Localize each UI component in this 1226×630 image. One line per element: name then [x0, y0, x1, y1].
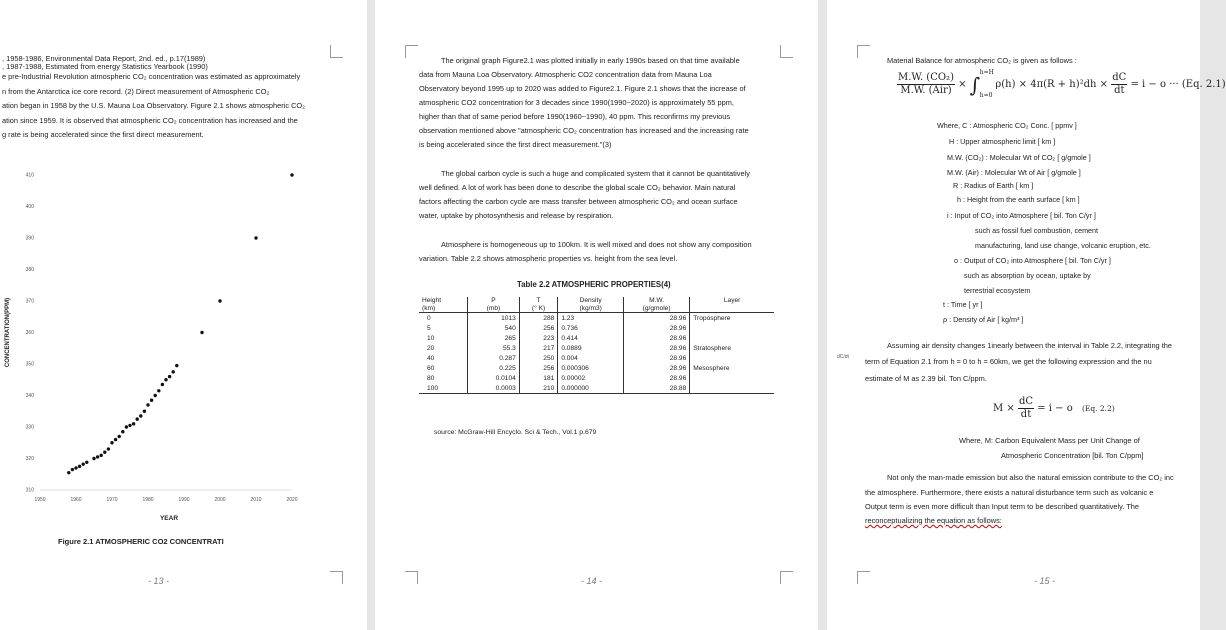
body-line: term of Equation 2.1 from h = 0 to h = 60km, we get the following expression and the nu: [865, 357, 1152, 366]
table-cell: 540: [468, 323, 520, 333]
body-line: the atmosphere. Furthermore, there exists a natural disturbance term such as volcanic e: [865, 488, 1154, 497]
page-number: - 13 -: [148, 576, 170, 586]
data-point: [71, 468, 74, 471]
corner-mark: [780, 45, 793, 58]
data-point: [146, 403, 149, 406]
body-line: e pre-Industrial Revolution atmospheric CO₂ concentration was estimated as approximately: [2, 72, 301, 81]
page-number: - 15 -: [1034, 576, 1056, 586]
table-cell: 28.96: [623, 343, 689, 353]
body-line: higher than that of same period before 1990(1960~1990), 40 ppm. This reconfirms my previous: [419, 112, 731, 121]
corner-mark: [405, 45, 418, 58]
definition: i : Input of CO₂ into Atmosphere [ bil. Ton C/yr ]: [947, 211, 1096, 220]
table-cell: 0.000306: [558, 363, 624, 373]
y-tick-label: 390: [25, 235, 34, 242]
x-tick-label: 1990: [178, 497, 190, 503]
body-line: Assuming air density changes 1inearly between the interval in Table 2.2, integrating the: [887, 341, 1172, 350]
table-cell: 100: [419, 383, 468, 394]
integral-upper: h=H: [979, 68, 994, 76]
data-point: [154, 394, 157, 397]
data-point: [175, 364, 178, 367]
body-line: observation mentioned above "atmospheric CO₂ concentration has increased and the increasing rate: [419, 126, 749, 135]
y-tick-label: 400: [25, 204, 34, 210]
page-13: [0, 0, 367, 630]
table-cell: 28.96: [623, 333, 689, 343]
table-row: [419, 323, 774, 333]
x-tick-label: 1950: [34, 497, 46, 503]
data-point: [161, 383, 164, 386]
table-cell: 80: [419, 373, 468, 383]
table-title: Table 2.2 ATMOSPHERIC PROPERTIES(4): [517, 280, 671, 289]
col-header-label: T (° K): [531, 297, 546, 312]
table-source: source: McGraw-Hill Encyclo. Sci & Tech., Vol.1 p.679: [434, 429, 597, 436]
table-cell: 256: [519, 323, 558, 333]
body-line: ation since 1959. It is observed that atmospheric CO₂ concentration has increased and the: [2, 116, 298, 125]
table-cell: 256: [519, 363, 558, 373]
definition: H : Upper atmospheric limit [ km ]: [949, 137, 1056, 146]
table-cell: 210: [519, 383, 558, 394]
table-cell: 0.00002: [558, 373, 624, 383]
table-cell: Stratosphere: [693, 344, 732, 352]
data-point: [110, 441, 113, 444]
table-body: [419, 313, 774, 394]
body-line: Atmosphere is homogeneous up to 100km. It is well mixed and does not show any composition: [441, 240, 752, 249]
table-cell: 20: [419, 343, 468, 353]
table-row: [419, 353, 774, 363]
y-tick-label: 340: [25, 393, 34, 399]
data-point: [254, 236, 257, 239]
table-cell: 265: [468, 333, 520, 343]
definition: manufacturing, land use change, volcanic eruption, etc.: [975, 241, 1151, 250]
corner-mark: [330, 45, 343, 58]
table-cell: 288: [519, 313, 558, 324]
x-tick-label: 1960: [70, 497, 82, 503]
col-header-density: [558, 297, 624, 313]
table-cell: 0.225: [468, 363, 520, 373]
body-line: Atmospheric Concentration [bil. Ton C/ppm]: [1001, 451, 1144, 460]
eq-numerator: M.W. (CO₂): [898, 72, 954, 83]
body-line: Where, M: Carbon Equivalent Mass per Unit Change of: [959, 436, 1140, 445]
table-cell: 55.3: [468, 343, 520, 353]
data-point: [67, 471, 70, 474]
body-line: Output term is even more difficult than Input term to be described quantitatively. The: [865, 502, 1140, 511]
table-cell: 28.96: [623, 313, 689, 324]
atmospheric-properties-table: [419, 297, 774, 394]
reference-line: , 1987-1988, Estimated from energy Statistics Yearbook (1990): [2, 62, 208, 71]
data-point: [132, 422, 135, 425]
data-point: [168, 375, 171, 378]
data-point: [218, 299, 221, 302]
eq-denominator: dt: [1020, 409, 1032, 420]
table-cell: 28.96: [623, 323, 689, 333]
table-cell: 10: [419, 333, 468, 343]
data-point: [125, 425, 128, 428]
definition: such as fossil fuel combustion, cement: [975, 226, 1099, 235]
body-line: reconceptualizing the equation as follows:: [865, 516, 1002, 525]
table-cell: [690, 373, 774, 383]
table-row: [419, 313, 774, 324]
table-cell: 60: [419, 363, 468, 373]
body-line: n from the Antarctica ice core record. (2) Direct measurement of Atmospheric CO₂: [2, 87, 270, 96]
definition: Where, C : Atmospheric CO₂ Conc. [ ppmv ]: [937, 121, 1077, 130]
eq-integrand: ρ(h) × 4π(R + h)²dh ×: [995, 79, 1109, 90]
table-cell: 0.287: [468, 353, 520, 363]
margin-fraction: dC/dt: [837, 354, 849, 360]
eq-lhs: M ×: [993, 403, 1015, 414]
body-line: Material Balance for atmospheric CO₂ is given as follows :: [887, 56, 1077, 65]
body-line: The original graph Figure2.1 was plotted initially in early 1990s based on that time available: [441, 56, 740, 65]
eq-denominator: dt: [1114, 85, 1125, 96]
eq-numerator: dC: [1018, 396, 1034, 407]
table-cell: [690, 333, 774, 343]
table-row: [419, 383, 774, 394]
table-cell: 28.96: [623, 353, 689, 363]
y-tick-label: 380: [25, 267, 34, 273]
corner-mark: [857, 571, 870, 584]
data-point: [85, 461, 88, 464]
definition: terrestrial ecosystem: [964, 286, 1031, 295]
body-line: factors affecting the carbon cycle are mass transfer between atmospheric CO₂ and ocean surface: [419, 197, 738, 206]
page-14: [375, 0, 818, 630]
data-point: [92, 457, 95, 460]
page-15: [827, 0, 1226, 630]
y-tick-label: 310: [25, 487, 34, 494]
x-tick-label: 2000: [214, 497, 226, 503]
co2-scatter-chart: [0, 160, 367, 535]
integral-sign: ∫ h=H h=0: [969, 68, 994, 99]
table-cell: 0.0889: [558, 343, 624, 353]
table-cell: 0: [419, 313, 468, 324]
table-cell: Mesosphere: [693, 364, 730, 372]
data-point: [128, 424, 131, 427]
col-header-label: Layer: [723, 297, 741, 304]
definition: R : Radius of Earth [ km ]: [953, 181, 1034, 190]
col-header-height: [419, 297, 468, 313]
dc-dt: [1018, 396, 1034, 421]
table-header-row: [419, 297, 774, 313]
table-cell: 40: [419, 353, 468, 363]
x-tick-label: 2020: [286, 497, 298, 503]
eq-rhs: = i − o: [1037, 403, 1073, 414]
data-point: [78, 465, 81, 468]
dc-dt: [1111, 72, 1127, 97]
table-cell: 28.88: [623, 383, 689, 394]
x-tick-label: 1970: [106, 497, 118, 503]
data-point: [118, 435, 121, 438]
body-line: g rate is being accelerated since the first direct measurement.: [2, 130, 204, 139]
data-point: [82, 462, 85, 465]
definition: M.W. (CO₂) : Molecular Wt of CO₂ [ g/gmole ]: [947, 153, 1091, 162]
y-tick-label: 370: [25, 298, 34, 305]
definition: ρ : Density of Air [ kg/m³ ]: [943, 315, 1024, 324]
table-cell: 0.736: [558, 323, 624, 333]
figure-caption: Figure 2.1 ATMOSPHERIC CO2 CONCENTRATI: [58, 537, 224, 546]
x-axis-label: YEAR: [159, 515, 179, 522]
table-cell: 250: [519, 353, 558, 363]
table-cell: 1013: [468, 313, 520, 324]
table-cell: 223: [519, 333, 558, 343]
eq-rhs: = i − o ··· (Eq. 2.1): [1130, 79, 1226, 90]
body-line: well defined. A lot of work has been done to describe the global scale CO₂ behavior. Main natural: [419, 183, 736, 192]
table-cell: 5: [419, 323, 468, 333]
table-cell: 0.000000: [558, 383, 624, 394]
table-cell: 181: [519, 373, 558, 383]
data-point: [107, 447, 110, 450]
col-header-label: Height (km): [422, 297, 442, 312]
x-tick-label: 2010: [250, 497, 262, 503]
y-tick-label: 320: [25, 456, 34, 462]
data-point: [139, 414, 142, 417]
col-header-label: Density (kg/m3): [579, 297, 602, 312]
data-point: [96, 455, 99, 458]
data-point: [121, 430, 124, 433]
table-cell: 0.004: [558, 353, 624, 363]
table-cell: [690, 353, 774, 363]
table-cell: 1.23: [558, 313, 624, 324]
definition: h : Height from the earth surface [ km ]: [957, 195, 1080, 204]
equation-2-1: [897, 68, 1226, 99]
body-line: water, uptake by photosynthesis and release by respiration.: [419, 211, 614, 220]
y-tick-label: 410: [25, 172, 34, 179]
y-tick-label: 330: [25, 424, 34, 431]
col-header-layer: [690, 297, 774, 313]
table-row: [419, 333, 774, 343]
data-point: [114, 438, 117, 441]
table-cell: [690, 383, 774, 394]
reference-line: , 1958-1986, Environmental Data Report, 2nd. ed., p.17(1989): [2, 54, 206, 63]
definition: t : Time [ yr ]: [943, 300, 983, 309]
table-cell: 0.0104: [468, 373, 520, 383]
table-row: [419, 373, 774, 383]
corner-mark: [405, 571, 418, 584]
col-header-pressure: [468, 297, 520, 313]
y-tick-label: 350: [25, 361, 34, 368]
table-cell: 0.0003: [468, 383, 520, 394]
table-cell: [690, 323, 774, 333]
body-line: The global carbon cycle is such a huge and complicated system that it cannot be quantitatively: [441, 169, 750, 178]
eq-times: ×: [958, 79, 967, 90]
table-row: [419, 363, 774, 373]
equation-2-2: [993, 396, 1115, 421]
data-point: [290, 173, 293, 176]
body-line: atmospheric CO2 concentration for 3 decades since 1990(1990~2020) is approximately 55 ppm,: [419, 98, 734, 107]
table-cell: 28.96: [623, 363, 689, 373]
col-header-label: M.W. (g/gmole): [642, 297, 671, 312]
y-tick-label: 360: [25, 330, 34, 336]
page-number: - 14 -: [581, 576, 603, 586]
y-axis-label: CONCENTRATION(PPM): [5, 297, 11, 368]
data-point: [143, 410, 146, 413]
eq-numerator: dC: [1112, 72, 1127, 83]
data-point: [100, 454, 103, 457]
data-point: [103, 451, 106, 454]
corner-mark: [857, 45, 870, 58]
data-point: [150, 399, 153, 402]
corner-mark: [780, 571, 793, 584]
x-tick-label: 1980: [142, 497, 154, 503]
data-point: [172, 370, 175, 373]
table-cell: 28.96: [623, 373, 689, 383]
col-header-label: P (mb): [486, 297, 501, 312]
definition: o : Output of CO₂ into Atmosphere [ bil. Ton C/yr ]: [954, 256, 1111, 265]
body-line: Observatory beyond 1995 up to 2020 was added to Figure2.1. Figure 2.1 shows that the increase of: [419, 84, 746, 93]
definition: such as absorption by ocean, uptake by: [964, 271, 1091, 280]
body-line: is being accelerated since the first direct measurement."(3): [419, 140, 612, 149]
table-cell: Troposphere: [693, 314, 731, 322]
data-point: [200, 331, 203, 334]
eq-denominator: M.W. (Air): [900, 85, 952, 96]
eq-label: (Eq. 2.2): [1081, 404, 1115, 413]
integral-lower: h=0: [979, 91, 993, 99]
corner-mark: [330, 571, 343, 584]
table-cell: 0.414: [558, 333, 624, 343]
table-row: [419, 343, 774, 353]
definition: M.W. (Air) : Molecular Wt of Air [ g/gmole ]: [947, 168, 1081, 177]
mw-ratio: [897, 72, 955, 97]
data-point: [136, 417, 139, 420]
body-line: variation. Table 2.2 shows atmospheric properties vs. height from the sea level.: [419, 254, 678, 263]
body-line: Not only the man-made emission but also the natural emission contribute to the CO₂ inc: [887, 473, 1174, 482]
body-line: ation began in 1958 by the U.S. Mauna Loa Observatory. Figure 2.1 shows atmospheric CO₂: [2, 101, 306, 110]
table-cell: 217: [519, 343, 558, 353]
data-point: [74, 466, 77, 469]
data-point: [157, 389, 160, 392]
col-header-mw: [623, 297, 689, 313]
col-header-temperature: [519, 297, 558, 313]
data-point: [164, 378, 167, 381]
body-line: data from Mauna Loa Observatory. Atmospheric CO2 concentration data from Mauna Loa: [419, 70, 712, 79]
body-line: estimate of M as 2.39 bil. Ton C/ppm.: [865, 374, 987, 383]
